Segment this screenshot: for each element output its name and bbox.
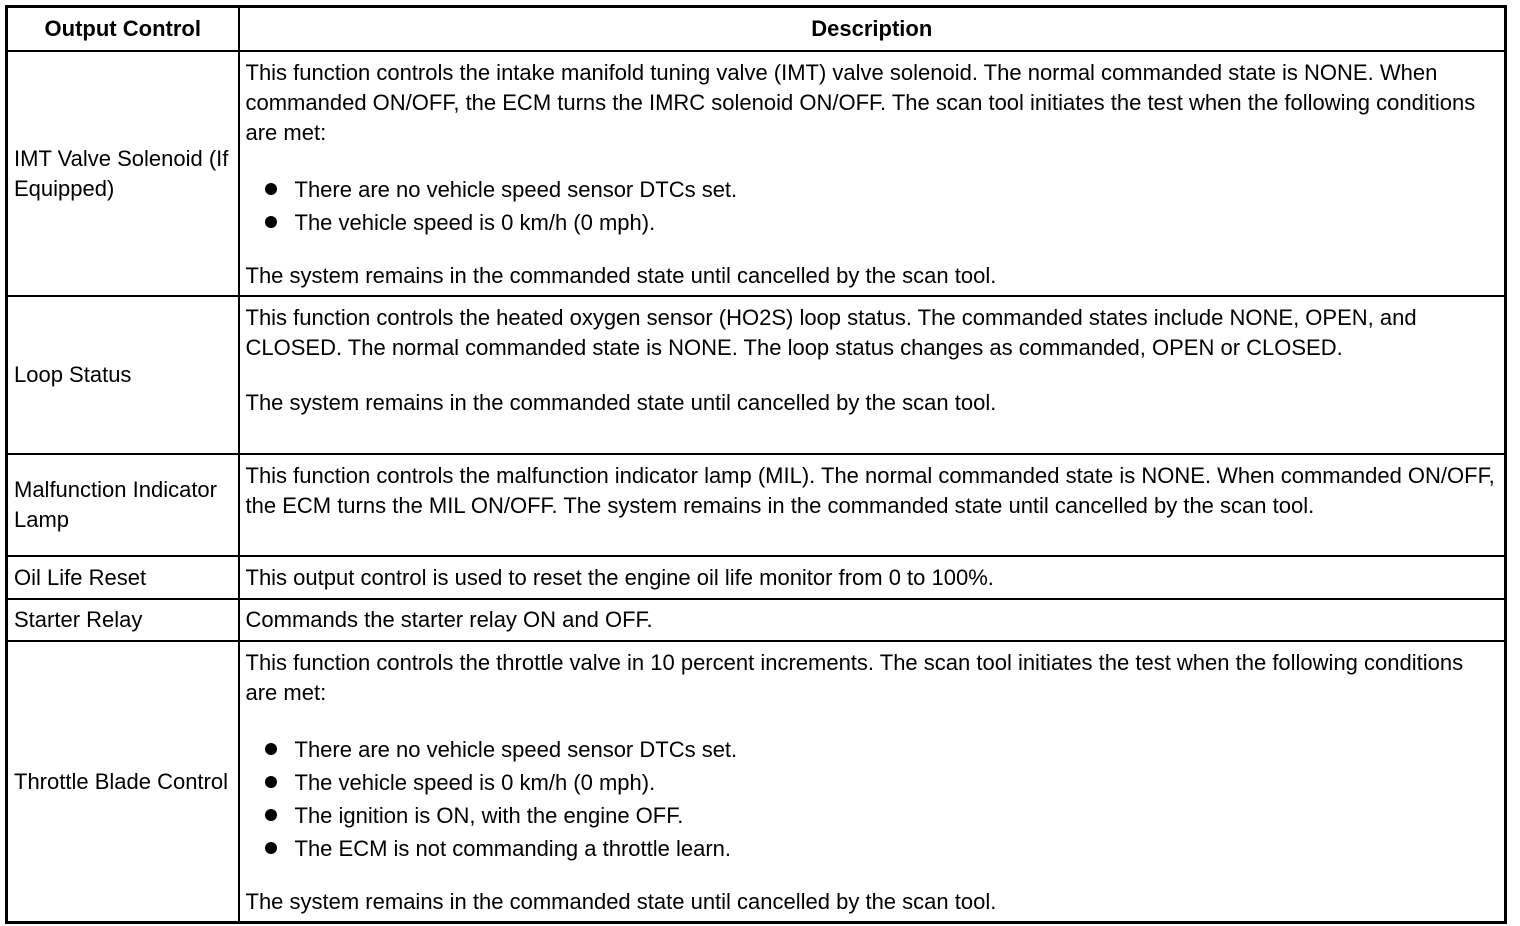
bullet-icon <box>265 842 277 854</box>
description-cell <box>239 556 1506 599</box>
output-control-name: Throttle Blade Control <box>7 641 239 923</box>
output-control-name: IMT Valve Solenoid (If Equipped) <box>7 51 239 296</box>
list-item-text: The ECM is not commanding a throttle learn. <box>294 836 732 861</box>
description-outro: The system remains in the commanded state until cancelled by the scan tool. <box>245 889 997 914</box>
list-item-text: There are no vehicle speed sensor DTCs set. <box>294 177 738 202</box>
description-intro: This function controls the throttle valve in 10 percent increments. The scan tool initiates the test when the following conditions are met: <box>245 650 1464 705</box>
bullet-icon <box>265 809 277 821</box>
table-row <box>7 556 1506 599</box>
list-item <box>246 832 1499 865</box>
output-control-table <box>5 5 1507 924</box>
description-intro: This function controls the malfunction indicator lamp (MIL). The normal commanded state is NONE. When commanded ON/OFF, the ECM turns the MIL ON/OFF. The system remains in the commanded state until cancelled by the scan tool. <box>245 463 1495 518</box>
description-intro: This function controls the heated oxygen sensor (HO2S) loop status. The commanded states include NONE, OPEN, and CLOSED. The normal commanded state is NONE. The loop status changes as commanded, OPEN or CLOSED. <box>245 305 1417 360</box>
bullet-icon <box>265 776 277 788</box>
conditions-list <box>246 733 1499 865</box>
description-intro: This function controls the intake manifold tuning valve (IMT) valve solenoid. The normal commanded state is NONE. When commanded ON/OFF, the ECM turns the IMRC solenoid ON/OFF. The scan tool initiates the test when the following conditions are met: <box>245 60 1476 145</box>
list-item-text: The vehicle speed is 0 km/h (0 mph). <box>294 770 656 795</box>
list-item-text: The vehicle speed is 0 km/h (0 mph). <box>294 210 656 235</box>
table-row <box>7 296 1506 454</box>
list-item <box>246 766 1499 799</box>
list-item <box>246 206 1499 239</box>
table-row <box>7 641 1506 923</box>
description-intro: This output control is used to reset the engine oil life monitor from 0 to 100%. <box>245 564 994 590</box>
list-item <box>246 733 1499 766</box>
list-item <box>246 799 1499 832</box>
output-control-name: Malfunction Indicator Lamp <box>7 454 239 556</box>
list-item-text: There are no vehicle speed sensor DTCs set. <box>294 737 738 762</box>
list-item-text: The ignition is ON, with the engine OFF. <box>294 803 684 828</box>
table-row <box>7 599 1506 641</box>
output-control-name: Oil Life Reset <box>7 556 239 599</box>
description-intro: Commands the starter relay ON and OFF. <box>245 607 653 632</box>
bullet-icon <box>265 743 277 755</box>
description-outro: The system remains in the commanded state until cancelled by the scan tool. <box>245 390 997 415</box>
output-control-name: Loop Status <box>7 296 239 454</box>
bullet-icon <box>265 216 277 228</box>
description-cell <box>239 296 1506 454</box>
description-cell <box>239 51 1506 296</box>
description-cell <box>239 641 1506 923</box>
output-control-name: Starter Relay <box>7 599 239 641</box>
list-item <box>246 173 1499 206</box>
bullet-icon <box>265 183 277 195</box>
table-row <box>7 454 1506 556</box>
header-description: Description <box>239 7 1506 52</box>
description-cell <box>239 599 1506 641</box>
header-output-control: Output Control <box>7 7 239 52</box>
description-outro: The system remains in the commanded state until cancelled by the scan tool. <box>245 263 997 288</box>
table-row <box>7 51 1506 296</box>
description-cell <box>239 454 1506 556</box>
conditions-list <box>246 173 1499 239</box>
header-row <box>7 7 1506 52</box>
